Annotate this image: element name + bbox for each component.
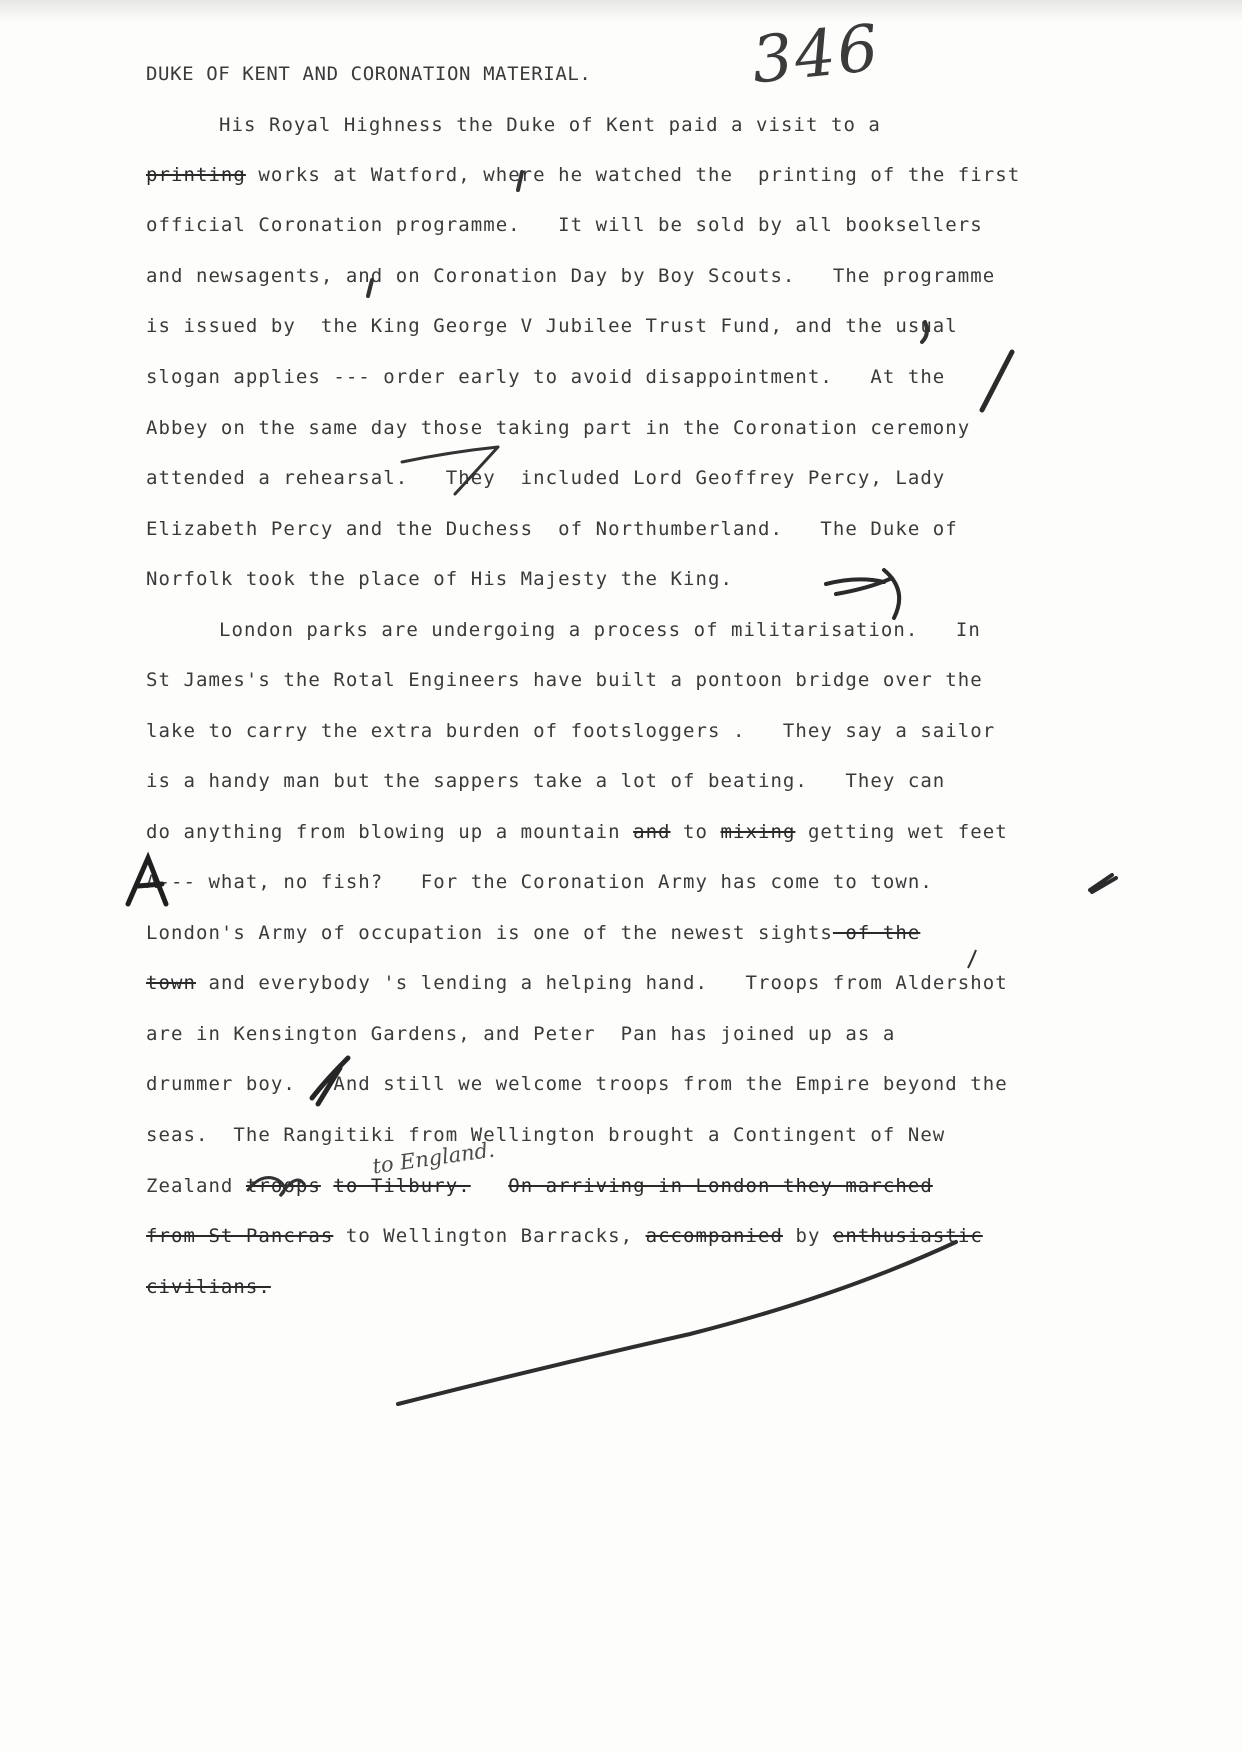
text-line: slogan applies --- order early to avoid disappointment. At the [146,366,946,388]
text-line: London parks are undergoing a process of militarisation. In [219,619,981,641]
handwritten-insertion: to England. [370,1137,497,1179]
text-line: St James's the Rotal Engineers have built a pontoon bridge over the [146,669,983,691]
text-line: are in Kensington Gardens, and Peter Pan has joined up as a [146,1023,896,1045]
text-span [471,1175,508,1197]
struck-text: printing [146,164,246,186]
slash-mark [982,352,1012,410]
text-line: His Royal Highness the Duke of Kent paid a visit to a [219,114,881,136]
text-span: and everybody 's lending a helping hand. Troops from Aldershot [195,972,1008,994]
struck-text: troops [245,1175,321,1197]
end-mark [826,570,899,618]
text-line: Elizabeth Percy and the Duchess of Northumberland. The Duke of [146,518,958,540]
cancel-line [398,1242,956,1404]
text-line: and newsagents, and on Coronation Day by Boy Scouts. The programme [146,265,996,287]
text-line: drummer boy. And still we welcome troops from the Empire beyond the [146,1073,1008,1095]
struck-text: and [633,821,671,843]
text-line [146,820,1008,844]
text-line [146,1174,933,1198]
text-span: getting wet feet [795,821,1008,843]
caret-mark [968,950,976,968]
text-line: Abbey on the same day those taking part in the Coronation ceremony [146,417,971,439]
text-span: works at Watford, where he watched the printing of the first [245,164,1021,186]
text-span: to [670,821,721,843]
paper-fold-shadow [0,0,1242,22]
struck-text: of the [832,922,921,944]
struck-text: accompanied [645,1225,783,1247]
text-line: lake to carry the extra burden of footsloggers . They say a sailor [146,720,996,742]
struck-text: civilians. [146,1276,271,1298]
text-line [146,1275,271,1299]
text-span: by [782,1225,833,1247]
text-line [146,1224,983,1248]
text-line: Norfolk took the place of His Majesty the King. [146,568,733,590]
text-line: is a handy man but the sappers take a lot of beating. They can [146,770,946,792]
struck-text: to Tilbury. [333,1175,471,1197]
end-mark [1090,875,1116,892]
struck-text: town [146,972,196,994]
text-span: London's Army of occupation is one of the newest sights [146,922,833,944]
text-span: to Wellington Barracks, [333,1225,646,1247]
text-line: is issued by the King George V Jubilee Trust Fund, and the usual [146,315,958,337]
text-line [146,163,1020,187]
struck-text: from St Pancras [146,1225,334,1247]
handwritten-page-number: 346 [748,11,884,99]
text-line: seas. The Rangitiki from Wellington brought a Contingent of New [146,1124,946,1146]
text-line: official Coronation programme. It will be sold by all booksellers [146,214,983,236]
text-line [146,971,1008,995]
struck-text: enthusiastic [832,1225,983,1247]
struck-text: mixing [720,821,796,843]
text-span [321,1175,334,1197]
document-title: DUKE OF KENT AND CORONATION MATERIAL. [146,63,592,85]
text-span: do anything from blowing up a mountain [146,821,634,843]
text-line: A--- what, no fish? For the Coronation Army has come to town. [146,871,933,893]
text-line: attended a rehearsal. They included Lord Geoffrey Percy, Lady [146,467,946,489]
struck-text: On arriving in London they marched [508,1175,933,1197]
text-line [146,921,920,945]
text-span: Zealand [146,1175,246,1197]
